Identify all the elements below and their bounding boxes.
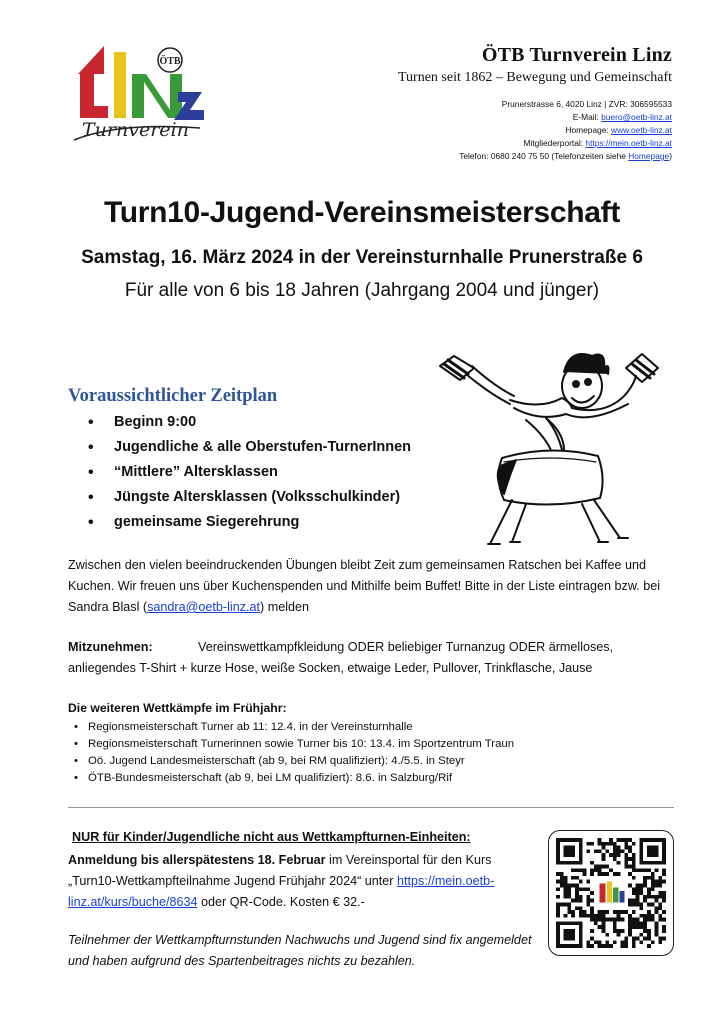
list-item: • “Mittlere” Altersklassen	[88, 460, 411, 485]
list-item: • Oö. Jugend Landesmeisterschaft (ab 9, bei RM qualifiziert): 4./5.5. in Steyr	[72, 753, 514, 770]
further-competitions-list	[72, 719, 514, 787]
list-item: • gemeinsame Siegerehrung	[88, 510, 411, 535]
portal-line: Mitgliederportal: https://mein.oetb-linz.at	[523, 138, 672, 148]
qr-code[interactable]	[556, 838, 666, 948]
list-item: • Regionsmeisterschaft Turnerinnen sowie Turner bis 10: 13.4. im Sportzentrum Traun	[72, 736, 514, 753]
registration-paragraph: Anmeldung bis allerspätestens 18. Februar im Vereinsportal für den Kurs „Turn10-Wettkampfteilnahme Jugend Frühjahr 2024“ unter https://mein.oetb-linz.at/kurs/buche/8634 oder QR-Code. Kosten € 32.-	[68, 853, 495, 909]
schedule-heading: Voraussichtlicher Zeitplan	[68, 386, 278, 406]
divider	[68, 807, 674, 808]
logo-script-text: Turnverein	[82, 119, 189, 141]
sandra-email-link[interactable]: sandra@oetb-linz.at	[147, 600, 261, 614]
list-item: • Jugendliche & alle Oberstufen-TurnerInnen	[88, 435, 411, 460]
schedule-list	[88, 410, 411, 535]
age-group-info: Für alle von 6 bis 18 Jahren (Jahrgang 2004 und jünger)	[124, 280, 600, 301]
page-title: Turn10-Jugend-Vereinsmeisterschaft	[103, 196, 621, 229]
email-link[interactable]: buero@oetb-linz.at	[601, 112, 672, 122]
phone-line: Telefon: 0680 240 75 50 (Telefonzeiten siehe Homepage)	[459, 151, 672, 161]
bring-along-label: Mitzunehmen:	[68, 640, 153, 654]
registration-deadline: Anmeldung bis allerspätestens 18. Februar	[68, 853, 326, 867]
list-item: • Beginn 9:00	[88, 410, 411, 435]
cafe-buffet-paragraph: Zwischen den vielen beeindruckenden Übungen bleibt Zeit zum gemeinsamen Ratschen bei Kaffee und Kuchen. Wir freuen uns über Kuchenspenden und Mithilfe beim Buffet! Bitte in der Liste eintragen bzw. bei Sandra Blasl (sandra@oetb-linz.at) melden	[68, 558, 661, 614]
gymnast-pommel-horse-illustration	[430, 338, 665, 548]
email-line: E-Mail: buero@oetb-linz.at	[572, 112, 672, 122]
members-note: Teilnehmer der Wettkampfturnstunden Nachwuchs und Jugend sind fix angemeldet und haben aufgrund des Spartenbeitrages nichts zu bezahlen.	[68, 933, 532, 968]
turnverein-linz-logo	[70, 44, 210, 156]
list-item: • Jüngste Altersklassen (Volksschulkinder)	[88, 485, 411, 510]
event-date-location: Samstag, 16. März 2024 in der Vereinsturnhalle Prunerstraße 6	[81, 247, 643, 268]
org-name: ÖTB Turnverein Linz	[481, 44, 672, 66]
contact-block	[459, 98, 672, 163]
homepage-line: Homepage: www.oetb-linz.at	[565, 125, 672, 135]
further-competitions-heading: Die weiteren Wettkämpfe im Frühjahr:	[68, 701, 287, 715]
list-item: • ÖTB-Bundesmeisterschaft (ab 9, bei LM qualifiziert): 8.6. in Salzburg/Rif	[72, 770, 514, 787]
address: Prunerstrasse 6, 4020 Linz | ZVR: 306595533	[501, 99, 672, 109]
emblem-text: ÖTB	[159, 56, 181, 67]
portal-link[interactable]: https://mein.oetb-linz.at	[585, 138, 672, 148]
registration-heading: NUR für Kinder/Jugendliche nicht aus Wettkampfturnen-Einheiten:	[72, 830, 471, 844]
org-tagline: Turnen seit 1862 – Bewegung und Gemeinschaft	[398, 70, 672, 85]
course-booking-link[interactable]: https://mein.oetb-linz.at/kurs/buche/8634	[68, 874, 495, 909]
list-item: • Regionsmeisterschaft Turner ab 11: 12.4. in der Vereinsturnhalle	[72, 719, 514, 736]
bring-along-paragraph: Mitzunehmen: Vereinswettkampfkleidung ODER beliebiger Turnanzug ODER ärmelloses, anliegendes T-Shirt + kurze Hose, weiße Socken, etwaige Leder, Pullover, Trinkflasche, Jause	[68, 637, 668, 679]
homepage-link[interactable]: www.oetb-linz.at	[611, 125, 672, 135]
phone-homepage-link[interactable]: Homepage	[628, 151, 670, 161]
